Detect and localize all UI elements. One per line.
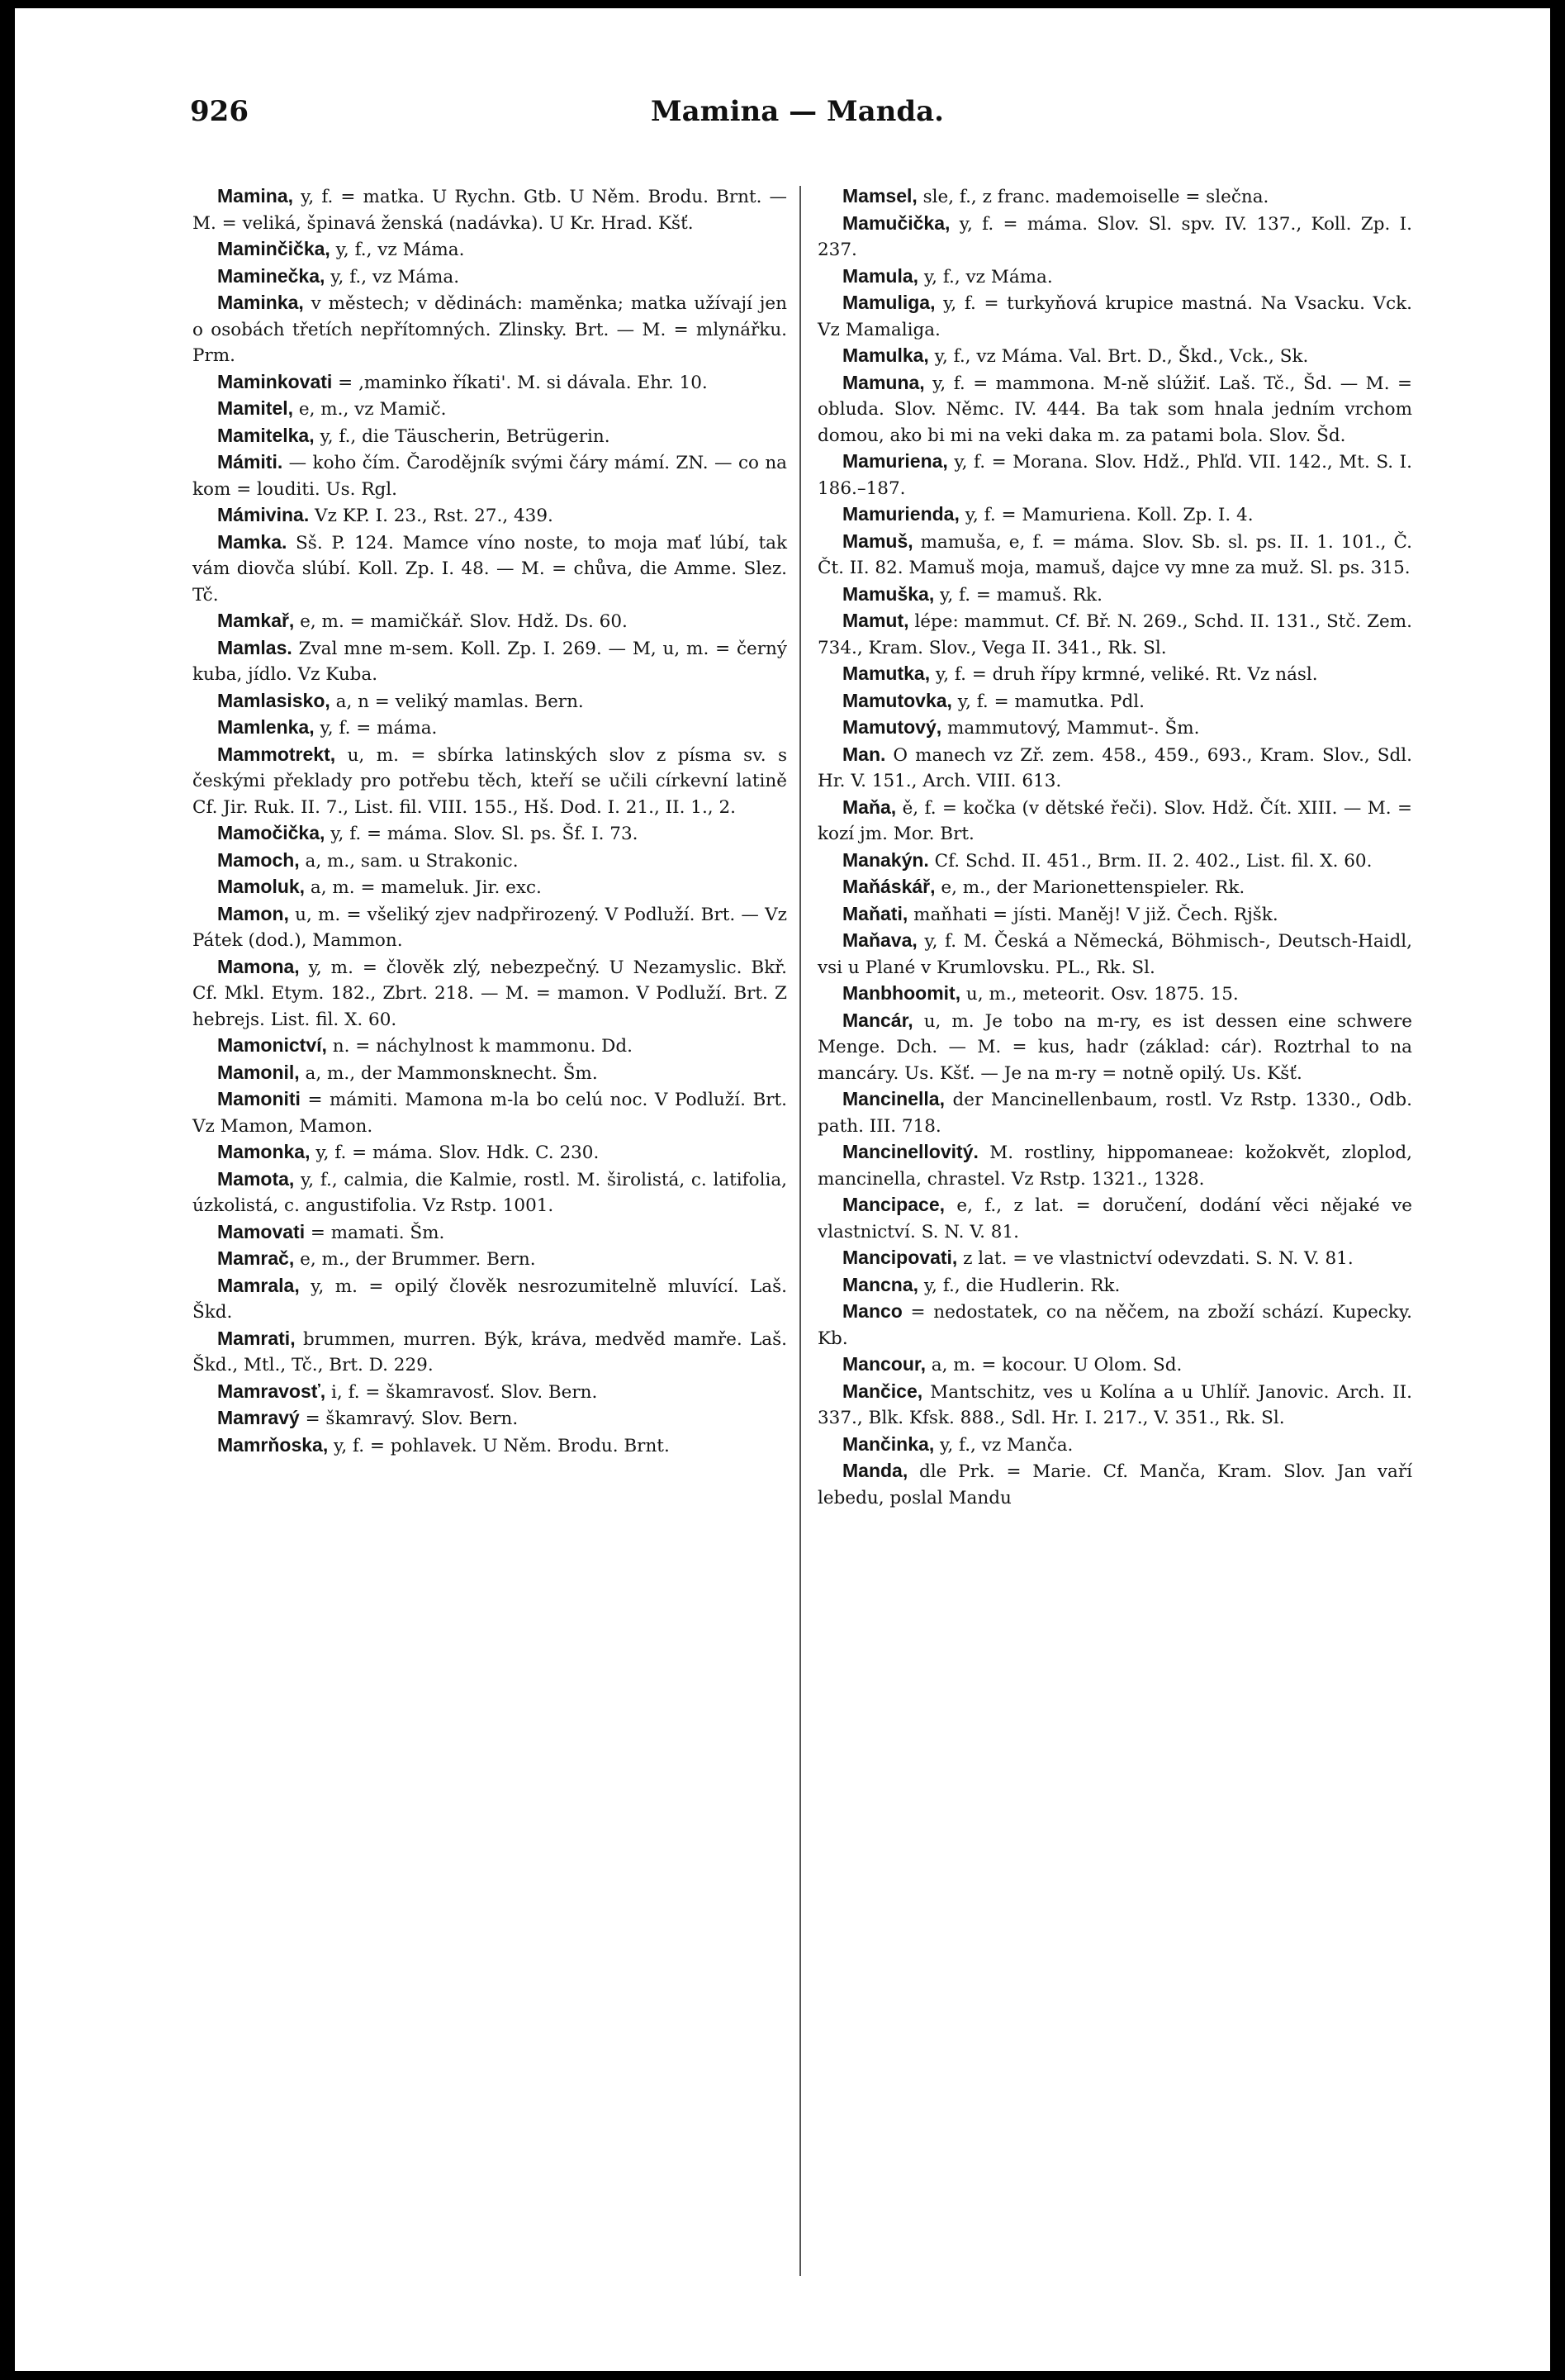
entry-headword: Mamutka,	[842, 663, 931, 684]
entry-definition: lépe: mammut. Cf. Bř. N. 269., Schd. II. 131., Stč. Zem. 734., Kram. Slov., Vega II. 341., Rk. Sl.	[818, 611, 1412, 658]
dictionary-entry	[818, 1272, 1412, 1299]
entry-headword: Mamravý	[217, 1407, 300, 1428]
entry-definition: y, m. = člověk zlý, nebezpečný. U Nezamyslic. Bkř. Cf. Mkl. Etym. 182., Zbrt. 218. — M. = mamon. V Podluží. Brt. Z hebrejs. List. fil. X. 60.	[192, 957, 787, 1030]
left-column	[192, 183, 787, 1459]
entry-definition: Sš. P. 124. Mamce víno noste, to moja mať lúbí, tak vám diovča slúbí. Koll. Zp. I. 48. — M. = chůva, die Amme. Slez. Tč.	[192, 532, 787, 606]
entry-headword: Man.	[842, 743, 886, 765]
entry-headword: Maminečka,	[217, 264, 325, 287]
entry-headword: Mančice,	[842, 1380, 923, 1402]
entry-headword: Mamona,	[217, 955, 300, 977]
dictionary-entry	[192, 369, 787, 397]
entry-definition: y, f. = Morana. Slov. Hdž., Phľd. VII. 142., Mt. S. I. 186.–187.	[818, 452, 1412, 499]
dictionary-entry	[818, 529, 1412, 582]
entry-headword: Mamuriena,	[842, 450, 948, 472]
entry-definition: a, n = veliký mamlas. Bern.	[330, 691, 584, 712]
entry-headword: Mamutovka,	[842, 689, 952, 711]
entry-headword: Mamrati,	[217, 1327, 296, 1349]
entry-headword: Mamovati	[217, 1220, 306, 1242]
entry-definition: Cf. Schd. II. 451., Brm. II. 2. 402., List. fil. X. 60.	[928, 850, 1373, 872]
dictionary-entry	[192, 688, 787, 715]
entry-headword: Mamuna,	[842, 371, 925, 393]
entry-definition: y, f. = Mamuriena. Koll. Zp. I. 4.	[959, 505, 1254, 525]
dictionary-entry	[818, 1192, 1412, 1245]
entry-headword: Mamlasisko,	[217, 689, 330, 711]
entry-definition: y, f., vz Máma.	[330, 240, 465, 260]
entry-headword: Mancipace,	[842, 1194, 945, 1215]
entry-definition: y, f. = druh řípy krmné, veliké. Rt. Vz násl.	[930, 664, 1318, 685]
entry-definition: y, f. M. Česká a Německá, Böhmisch-, Deutsch-Haidl, vsi u Plané v Krumlovsku. PL., Rk. Sl.	[818, 931, 1412, 978]
dictionary-entry	[818, 848, 1412, 875]
entry-headword: Mamota,	[217, 1167, 295, 1190]
entry-definition: = škamravý. Slov. Bern.	[299, 1409, 519, 1429]
dictionary-entry	[192, 715, 787, 742]
entry-headword: Mamonictví,	[217, 1034, 327, 1056]
entry-definition: = ‚maminko říkati'. M. si dávala. Ehr. 10.	[332, 372, 708, 393]
entry-headword: Mamlas.	[217, 636, 292, 658]
entry-definition: y, f., vz Máma.	[325, 266, 460, 287]
dictionary-entry	[818, 608, 1412, 661]
entry-headword: Mamrala,	[217, 1274, 300, 1296]
entry-definition: y, f., vz Máma.	[918, 266, 1053, 287]
running-head: Mamina — Manda.	[651, 95, 945, 128]
dictionary-entry	[192, 954, 787, 1033]
dictionary-entry	[818, 1299, 1412, 1352]
entry-headword: Mamrač,	[217, 1247, 295, 1269]
dictionary-entry	[818, 183, 1412, 211]
entry-headword: Mamka.	[217, 530, 287, 553]
dictionary-entry	[192, 449, 787, 502]
entry-headword: Mamočička,	[217, 822, 325, 843]
dictionary-entry	[818, 501, 1412, 529]
entry-definition: y, f. = mamutka. Pdl.	[951, 691, 1145, 712]
entry-headword: Mamkař,	[217, 610, 295, 631]
dictionary-entry	[818, 1432, 1412, 1459]
dictionary-entry	[192, 236, 787, 264]
entry-definition: maňhati = jísti. Maněj! V již. Čech. Rjšk.	[908, 904, 1278, 925]
dictionary-entry	[818, 688, 1412, 715]
entry-headword: Mamučička,	[842, 211, 951, 234]
entry-headword: Mamoniti	[217, 1088, 301, 1109]
column-divider	[799, 186, 801, 2276]
dictionary-entry	[192, 1405, 787, 1432]
dictionary-entry	[192, 290, 787, 369]
entry-headword: Mamula,	[842, 264, 919, 287]
entry-headword: Manakýn.	[842, 848, 929, 871]
dictionary-entry	[818, 370, 1412, 449]
entry-headword: Mamoch,	[217, 848, 300, 871]
entry-headword: Mancna,	[842, 1273, 919, 1295]
dictionary-entry	[818, 1139, 1412, 1192]
entry-definition: u, m. = všeliký zjev nadpřirozený. V Podluží. Brt. — Vz Pátek (dod.), Mammon.	[192, 904, 787, 951]
dictionary-entry	[818, 582, 1412, 609]
dictionary-entry	[818, 343, 1412, 370]
entry-definition: n. = náchylnost k mammonu. Dd.	[326, 1036, 633, 1057]
entry-headword: Mamitelka,	[217, 424, 315, 446]
entry-definition: a, m. = mameluk. Jir. exc.	[305, 877, 542, 898]
entry-definition: e, f., z lat. = doručení, dodání věci nějaké ve vlastnictví. S. N. V. 81.	[818, 1195, 1412, 1242]
entry-definition: mammutový, Mammut-. Šm.	[941, 718, 1200, 739]
entry-definition: O manech vz Zř. zem. 458., 459., 693., Kram. Slov., Sdl. Hr. V. 151., Arch. VIII. 613.	[818, 744, 1412, 791]
entry-headword: Mammotrekt,	[217, 743, 336, 765]
entry-headword: Mancipovati,	[842, 1247, 958, 1268]
dictionary-entry	[192, 1326, 787, 1379]
entry-headword: Mamlenka,	[217, 716, 315, 738]
entry-definition: y, f. = turkyňová krupice mastná. Na Vsacku. Vck. Vz Mamaliga.	[818, 293, 1412, 340]
entry-headword: Mamuš,	[842, 530, 913, 552]
entry-headword: Mamutový,	[842, 716, 942, 738]
entry-definition: Mantschitz, ves u Kolína a u Uhlíř. Janovic. Arch. II. 337., Blk. Kfsk. 888., Sdl. Hr. I. 217., V. 351., Rk. Sl.	[818, 1381, 1412, 1428]
entry-headword: Mančinka,	[842, 1432, 935, 1455]
entry-headword: Mamurienda,	[842, 503, 960, 525]
entry-headword: Mancour,	[842, 1353, 926, 1375]
dictionary-entry	[818, 661, 1412, 688]
entry-definition: y, f. = máma. Slov. Hdk. C. 230.	[310, 1142, 600, 1163]
dictionary-entry	[818, 874, 1412, 901]
entry-definition: i, f. = škamravosť. Slov. Bern.	[325, 1381, 598, 1403]
entry-headword: Mamulka,	[842, 344, 929, 366]
entry-headword: Maňáskář,	[842, 876, 936, 897]
dictionary-entry	[818, 1458, 1412, 1511]
entry-definition: y, f. = máma. Slov. Sl. ps. Šf. I. 73.	[325, 824, 638, 844]
dictionary-entry	[818, 795, 1412, 848]
entry-definition: Zval mne m-sem. Koll. Zp. I. 269. — M, u, m. = černý kuba, jídlo. Vz Kuba.	[192, 638, 787, 685]
dictionary-entry	[818, 1352, 1412, 1379]
dictionary-entry	[192, 1060, 787, 1087]
entry-headword: Mámiti.	[217, 451, 283, 473]
dictionary-entry	[192, 1273, 787, 1326]
dictionary-entry	[818, 1245, 1412, 1272]
dictionary-entry	[192, 1432, 787, 1460]
dictionary-entry	[192, 423, 787, 450]
dictionary-page	[15, 8, 1550, 2371]
entry-definition: e, m., der Brummer. Bern.	[294, 1249, 536, 1270]
dictionary-entry	[192, 1033, 787, 1060]
dictionary-entry	[192, 1086, 787, 1139]
dictionary-entry	[192, 874, 787, 901]
entry-definition: dle Prk. = Marie. Cf. Manča, Kram. Slov. Jan vaří lebedu, poslal Mandu	[818, 1461, 1412, 1508]
entry-headword: Mancinellovitý.	[842, 1141, 979, 1162]
entry-headword: Mancinella,	[842, 1088, 945, 1109]
entry-definition: = mamati. Šm.	[305, 1222, 445, 1243]
dictionary-entry	[192, 635, 787, 688]
entry-definition: y, f. = máma.	[314, 718, 438, 739]
entry-definition: y, f., vz Máma. Val. Brt. D., Škd., Vck., Sk.	[928, 346, 1309, 367]
dictionary-entry	[192, 608, 787, 635]
dictionary-entry	[818, 981, 1412, 1008]
entry-definition: y, f. = máma. Slov. Sl. spv. IV. 137., Koll. Zp. I. 237.	[818, 213, 1412, 260]
entry-definition: z lat. = ve vlastnictví odevzdati. S. N. V. 81.	[957, 1248, 1354, 1269]
entry-definition: y, f., die Hudlerin. Rk.	[918, 1275, 1121, 1296]
entry-definition: e, m., vz Mamič.	[293, 399, 447, 420]
entry-definition: der Mancinellenbaum, rostl. Vz Rstp. 1330., Odb. path. III. 718.	[818, 1090, 1412, 1137]
entry-headword: Mamonka,	[217, 1141, 311, 1162]
entry-headword: Manco	[842, 1300, 903, 1322]
dictionary-entry	[192, 742, 787, 821]
dictionary-entry	[818, 264, 1412, 291]
dictionary-entry	[818, 715, 1412, 742]
entry-definition: y, f. = pohlavek. U Něm. Brodu. Brnt.	[328, 1435, 670, 1456]
entry-definition: = mámiti. Mamona m-la bo celú noc. V Podluží. Brt. Vz Mamon, Mamon.	[192, 1090, 787, 1137]
dictionary-entry	[192, 1246, 787, 1273]
entry-definition: u, m. Je tobo na m-ry, es ist dessen eine schwere Menge. Dch. — M. = kus, hadr (základ: cár). Roztrhal to na mancáry. Us. Kšť. — Je na m-ry = notně opilý. Us. Kšť.	[818, 1010, 1412, 1084]
entry-headword: Mamon,	[217, 902, 289, 924]
entry-headword: Mancár,	[842, 1009, 913, 1031]
dictionary-entry	[192, 1139, 787, 1166]
dictionary-entry	[192, 1166, 787, 1219]
dictionary-entry	[818, 1008, 1412, 1087]
entry-headword: Mamrňoska,	[217, 1433, 329, 1456]
entry-headword: Maňava,	[842, 929, 918, 951]
entry-definition: y, f., die Täuscherin, Betrügerin.	[314, 425, 610, 447]
entry-headword: Maňa,	[842, 796, 897, 818]
entry-definition: e, m., der Marionettenspieler. Rk.	[935, 877, 1245, 898]
entry-headword: Manbhoomit,	[842, 982, 961, 1004]
dictionary-entry	[192, 1219, 787, 1247]
dictionary-entry	[818, 901, 1412, 929]
right-column	[818, 183, 1412, 1511]
dictionary-entry	[818, 742, 1412, 795]
entry-headword: Maminka,	[217, 292, 304, 313]
dictionary-entry	[192, 820, 787, 848]
entry-definition: u, m., meteorit. Osv. 1875. 15.	[960, 984, 1239, 1005]
entry-definition: y, f. = mamuš. Rk.	[934, 584, 1103, 606]
dictionary-entry	[192, 183, 787, 236]
entry-headword: Mamsel,	[842, 185, 918, 207]
dictionary-entry	[192, 848, 787, 875]
entry-definition: Vz KP. I. 23., Rst. 27., 439.	[309, 506, 553, 526]
entry-headword: Mamut,	[842, 610, 909, 631]
dictionary-entry	[818, 928, 1412, 981]
dictionary-entry	[192, 901, 787, 954]
entry-headword: Mamravosť,	[217, 1380, 326, 1402]
entry-definition: = nedostatek, co na něčem, na zboží schází. Kupecky. Kb.	[818, 1302, 1412, 1349]
entry-definition: e, m. = mamičkář. Slov. Hdž. Ds. 60.	[294, 611, 628, 632]
dictionary-entry	[818, 211, 1412, 264]
entry-headword: Maminkovati	[217, 370, 333, 392]
page-number: 926	[190, 95, 249, 128]
entry-headword: Mámivina.	[217, 504, 310, 525]
entry-definition: a, m. = kocour. U Olom. Sd.	[925, 1355, 1183, 1375]
dictionary-entry	[818, 290, 1412, 343]
entry-definition: y, f., calmia, die Kalmie, rostl. M. širolistá, c. latifolia, úzkolistá, c. angustifolia. Vz Rstp. 1001.	[192, 1169, 787, 1216]
entry-definition: u, m. = sbírka latinských slov z písma sv. s českými překlady pro potřebu těch, kteří se učili církevní latině Cf. Jir. Ruk. II. 7., List. fil. VIII. 155., Hš. Dod. I. 21., II. 1., 2.	[192, 744, 787, 818]
entry-headword: Mamoluk,	[217, 876, 306, 897]
dictionary-entry	[192, 530, 787, 609]
entry-definition: v městech; v dědinách: maměnka; matka užívají jen o osobách třetích nepřítomných. Zlinsky. Brt. — M. = mlynářku. Prm.	[192, 293, 787, 366]
entry-headword: Mamuliga,	[842, 292, 936, 313]
entry-definition: y, f., vz Manča.	[934, 1434, 1074, 1456]
entry-definition: ě, f. = kočka (v dětské řeči). Slov. Hdž. Čít. XIII. — M. = kozí jm. Mor. Brt.	[818, 797, 1412, 844]
dictionary-entry	[818, 1086, 1412, 1139]
dictionary-entry	[818, 449, 1412, 501]
entry-definition: brummen, murren. Býk, kráva, medvěd mamře. Laš. Škd., Mtl., Tč., Brt. D. 229.	[192, 1328, 787, 1375]
entry-headword: Maňati,	[842, 902, 908, 924]
entry-definition: y, f. = mammona. M-ně slúžiť. Laš. Tč., Šd. — M. = obluda. Slov. Němc. IV. 444. Ba tak som hnala jedním vrchom domou, ako bi mi na veki daka m. za patami bola. Slov. Šd.	[818, 373, 1412, 446]
entry-definition: mamuša, e, f. = máma. Slov. Sb. sl. ps. II. 1. 101., Č. Čt. II. 82. Mamuš moja, mamuš, dajce vy mne za muž. Sl. ps. 315.	[818, 531, 1412, 578]
entry-definition: y, f. = matka. U Rychn. Gtb. U Něm. Brodu. Brnt. — M. = veliká, špinavá ženská (nadávka). U Kr. Hrad. Kšť.	[192, 187, 787, 234]
entry-headword: Mamina,	[217, 185, 294, 207]
entry-headword: Mamitel,	[217, 397, 294, 419]
dictionary-entry	[192, 502, 787, 530]
dictionary-entry	[192, 1379, 787, 1406]
dictionary-entry	[192, 396, 787, 423]
entry-definition: a, m., sam. u Strakonic.	[299, 850, 519, 872]
entry-definition: y, m. = opilý člověk nesrozumitelně mluvící. Laš. Škd.	[192, 1276, 787, 1323]
entry-definition: sle, f., z franc. mademoiselle = slečna.	[917, 187, 1269, 207]
entry-definition: — koho čím. Čarodějník svými čáry mámí. ZN. — co na kom = louditi. Us. Rgl.	[192, 453, 787, 500]
entry-headword: Maminčička,	[217, 238, 330, 259]
entry-definition: M. rostliny, hippomaneae: kožokvět, zloplod, mancinella, chrastel. Vz Rstp. 1321., 1328.	[818, 1142, 1412, 1190]
dictionary-entry	[192, 264, 787, 291]
entry-headword: Mamuška,	[842, 582, 935, 605]
entry-headword: Mamonil,	[217, 1061, 300, 1083]
entry-headword: Manda,	[842, 1460, 908, 1481]
entry-definition: a, m., der Mammonsknecht. Šm.	[299, 1062, 598, 1084]
dictionary-entry	[818, 1379, 1412, 1432]
